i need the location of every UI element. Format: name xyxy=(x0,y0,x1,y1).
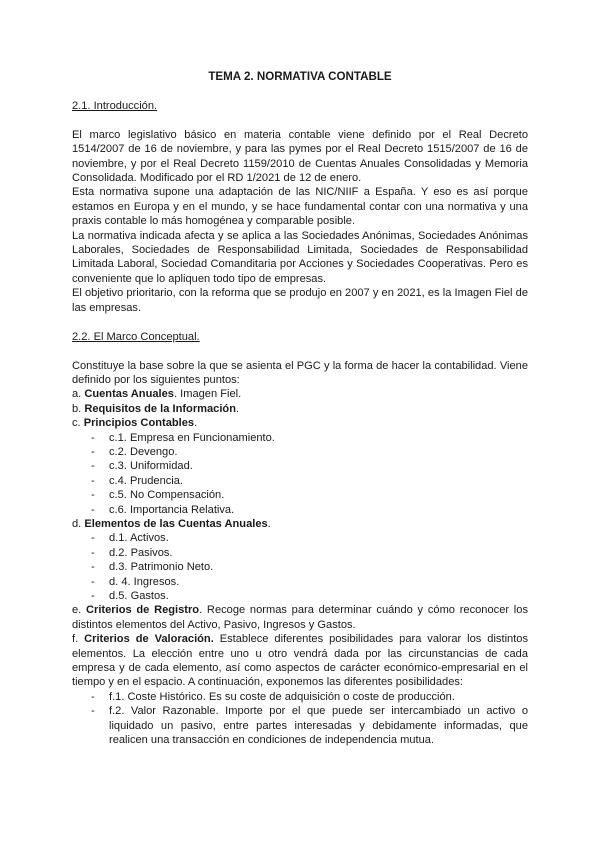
list-item-principios: c. Principios Contables. xyxy=(72,417,198,430)
paragraph-marco-legislativo: El marco legislativo básico en materia contable viene definido por el Real Decreto 1514/2007 de 16 de noviembre, y para las pymes por el Real Decreto 1515/2007 de 16 de noviembre, y por el Real Decreto 1159/2010 de Cuentas Anuales Consolidadas y Memoria Consolidada. Modificado por el RD 1/2021 de 12 de enero. xyxy=(72,128,528,185)
paragraph-adaptacion-nic: Esta normativa supone una adaptación de las NIC/NIIF a España. Y eso es así porque estamos en Europa y en el mundo, y se hace fundamental contar con una normativa y una praxis contable lo más homogénea y comparable posible. xyxy=(72,186,528,228)
sub-list-item: - c.3. Uniformidad. xyxy=(91,460,193,473)
sub-list-item: - c.2. Devengo. xyxy=(91,445,178,458)
sub-list-item: - c.5. No Compensación. xyxy=(91,489,225,502)
sub-list-item: - d.5. Gastos. xyxy=(91,590,169,602)
elementos-list xyxy=(72,531,528,603)
sub-list-item: - c.4. Prudencia. xyxy=(91,474,183,487)
sub-list-item: - f.1. Coste Histórico. Es su coste de adquisición o coste de producción. xyxy=(91,690,455,703)
valoracion-list xyxy=(72,690,528,748)
document-title: TEMA 2. NORMATIVA CONTABLE xyxy=(208,70,392,83)
principios-list xyxy=(72,431,528,517)
document-page xyxy=(72,70,528,747)
section-heading-marco-conceptual: 2.2. El Marco Conceptual. xyxy=(72,331,200,344)
list-item-criterios-valoracion: f. Criterios de Valoración. Establece diferentes posibilidades para valorar los distintos elementos. La elección entre uno u otro vendrá dada por las circunstancias de cada empresa y de cada elemento, así como aspectos de carácter económico-empresarial en el tiempo y en el espacio. A continuación, exponemos las diferentes posibilidades: xyxy=(72,633,528,689)
list-item-elementos: d. Elementos de las Cuentas Anuales. xyxy=(72,517,271,530)
sub-list-item: - c.6. Importancia Relativa. xyxy=(91,503,235,516)
list-item-criterios-registro: e. Criterios de Registro. Recoge normas para determinar cuándo y cómo reconocer los distintos elementos del Activo, Pasivo, Ingresos y Gastos. xyxy=(72,604,528,631)
sub-list-item: - d.1. Activos. xyxy=(91,532,169,545)
sub-list-item: - d.2. Pasivos. xyxy=(91,546,173,559)
paragraph-sociedades: La normativa indicada afecta y se aplica a las Sociedades Anónimas, Sociedades Anónimas Laborales, Sociedades de Responsabilidad Limitada, Sociedades de Responsabilidad Limitada Laboral, Sociedad Comanditaria por Acciones y Sociedades Cooperativas. Pero es conveniente que lo apliquen todo tipo de empresas. xyxy=(72,229,528,285)
sub-list-item: - f.2. Valor Razonable. Importe por el que puede ser intercambiado un activo o liquidado un pasivo, entre partes interesadas y debidamente informadas, que realicen una transacción en condiciones de independencia mutua. xyxy=(91,705,528,747)
sub-list-item: - c.1. Empresa en Funcionamiento. xyxy=(91,431,275,444)
list-item-cuentas-anuales: a. Cuentas Anuales. Imagen Fiel. xyxy=(72,388,242,401)
paragraph-objetivo: El objetivo prioritario, con la reforma que se produjo en 2007 y en 2021, es la Imagen Fiel de las empresas. xyxy=(72,287,528,314)
paragraph-marco-intro: Constituye la base sobre la que se asienta el PGC y la forma de hacer la contabilidad. Viene definido por los siguientes puntos: xyxy=(72,359,528,386)
section-heading-introduccion: 2.1. Introducción. xyxy=(72,100,158,113)
sub-list-item: - d.3. Patrimonio Neto. xyxy=(91,561,214,574)
sub-list-item: - d. 4. Ingresos. xyxy=(91,575,180,588)
list-item-requisitos: b. Requisitos de la Información. xyxy=(72,402,240,415)
